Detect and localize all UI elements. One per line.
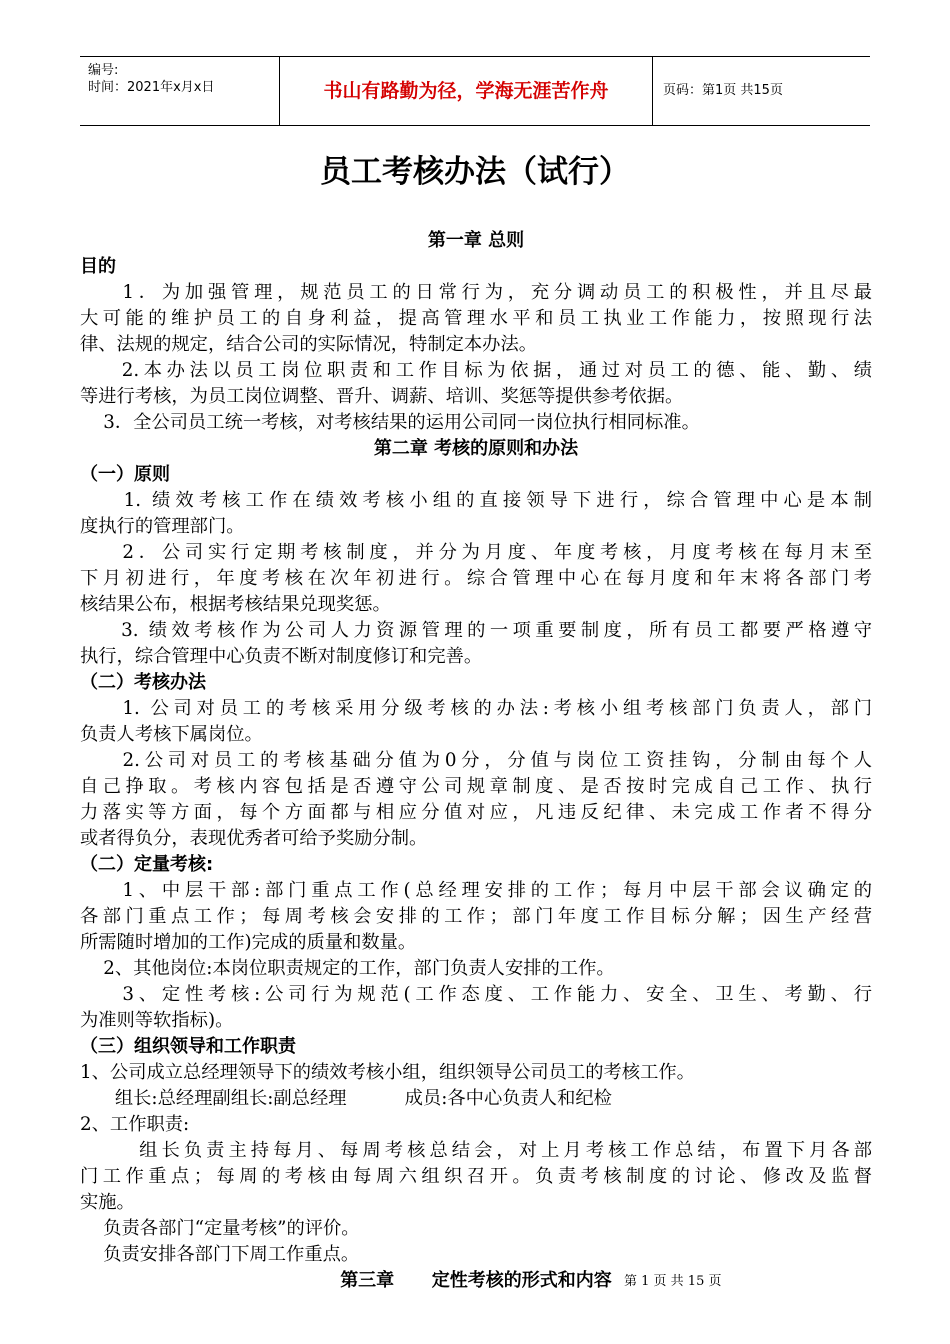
page-footer: 第 1 页 共 15 页 [624, 1274, 722, 1289]
section-heading: （一）原则 [80, 464, 170, 485]
paragraph-line: 各部门重点工作；每周考核会安排的工作；部门年度工作目标分解；因生产经营 [80, 906, 872, 927]
document-header-table [80, 56, 870, 126]
chapter-heading: 第一章 总则 [427, 230, 525, 251]
paragraph-line: 等进行考核，为员工岗位调整、晋升、调薪、培训、奖惩等提供参考依据。 [80, 386, 684, 407]
paragraph-line: 下月初进行，年度考核在次年初进行。综合管理中心在每月度和年末将各部门考 [80, 568, 872, 589]
paragraph-line: 2.公司对员工的考核基础分值为0分，分值与岗位工资挂钩，分制由每个人 [80, 750, 872, 771]
paragraph-line: 3．全公司员工统一考核，对考核结果的运用公司同一岗位执行相同标准。 [80, 412, 700, 433]
date-label: 时间：2021年x月x日 [88, 80, 215, 95]
header-page-info: 页码：第1页 共15页 [663, 83, 783, 98]
paragraph-line: 力落实等方面，每个方面都与相应分值对应，凡违反纪律、未完成工作者不得分 [80, 802, 872, 823]
paragraph-line: 1．为加强管理，规范员工的日常行为，充分调动员工的积极性，并且尽最 [80, 282, 872, 303]
section-heading: （三）组织领导和工作职责 [80, 1036, 296, 1057]
paragraph-line: 2.本办法以员工岗位职责和工作目标为依据，通过对员工的德、能、勤、绩 [80, 360, 872, 381]
paragraph-line: 3、定性考核:公司行为规范(工作态度、工作能力、安全、卫生、考勤、行 [80, 984, 872, 1005]
chapter-heading: 第二章 考核的原则和办法 [373, 438, 579, 459]
section-heading: 目的 [80, 256, 116, 277]
paragraph-line: 组长:总经理副组长:副总经理 成员:各中心负责人和纪检 [80, 1088, 612, 1109]
number-label: 编号: [88, 63, 119, 78]
paragraph-line: 2、工作职责: [80, 1114, 190, 1135]
document-title: 员工考核办法（试行） [320, 154, 630, 190]
paragraph-line: 2．公司实行定期考核制度，并分为月度、年度考核，月度考核在每月末至 [80, 542, 872, 563]
paragraph-line: 为准则等软指标)。 [80, 1010, 234, 1031]
paragraph-line: 大可能的维护员工的自身利益，提高管理水平和员工执业工作能力，按照现行法 [80, 308, 872, 329]
paragraph-line: 1. 绩效考核工作在绩效考核小组的直接领导下进行，综合管理中心是本制 [80, 490, 872, 511]
paragraph-line: 组长负责主持每月、每周考核总结会，对上月考核工作总结，布置下月各部 [80, 1140, 872, 1161]
paragraph-line: 负责各部门“定量考核”的评价。 [80, 1218, 360, 1239]
section-heading: （二）考核办法 [80, 672, 206, 693]
document-body [80, 228, 872, 1294]
paragraph-line: 实施。 [80, 1192, 135, 1213]
paragraph-line: 1、公司成立总经理领导下的绩效考核小组，组织领导公司员工的考核工作。 [80, 1062, 695, 1083]
paragraph-line: 所需随时增加的工作)完成的质量和数量。 [80, 932, 417, 953]
paragraph-line: 2、其他岗位:本岗位职责规定的工作，部门负责人安排的工作。 [80, 958, 615, 979]
paragraph-line: 核结果公布，根据考核结果兑现奖惩。 [80, 594, 391, 615]
paragraph-line: 门工作重点；每周的考核由每周六组织召开。负责考核制度的讨论、修改及监督 [80, 1166, 872, 1187]
header-motto: 书山有路勤为径，学海无涯苦作舟 [280, 57, 653, 125]
paragraph-line: 执行，综合管理中心负责不断对制度修订和完善。 [80, 646, 483, 667]
paragraph-line: 3. 绩效考核作为公司人力资源管理的一项重要制度，所有员工都要严格遵守 [80, 620, 872, 641]
header-meta-cell [80, 57, 280, 125]
section-heading: （二）定量考核: [80, 854, 214, 875]
chapter-heading: 第三章 定性考核的形式和内容 [340, 1270, 612, 1291]
paragraph-line: 自己挣取。考核内容包括是否遵守公司规章制度、是否按时完成自己工作、执行 [80, 776, 872, 797]
paragraph-line: 1、中层干部:部门重点工作(总经理安排的工作；每月中层干部会议确定的 [80, 880, 872, 901]
paragraph-line: 负责安排各部门下周工作重点。 [80, 1244, 360, 1265]
paragraph-line: 负责人考核下属岗位。 [80, 724, 263, 745]
paragraph-line: 律、法规的规定，结合公司的实际情况，特制定本办法。 [80, 334, 538, 355]
paragraph-line: 1. 公司对员工的考核采用分级考核的办法:考核小组考核部门负责人，部门 [80, 698, 872, 719]
paragraph-line: 或者得负分，表现优秀者可给予奖励分制。 [80, 828, 428, 849]
paragraph-line: 度执行的管理部门。 [80, 516, 245, 537]
